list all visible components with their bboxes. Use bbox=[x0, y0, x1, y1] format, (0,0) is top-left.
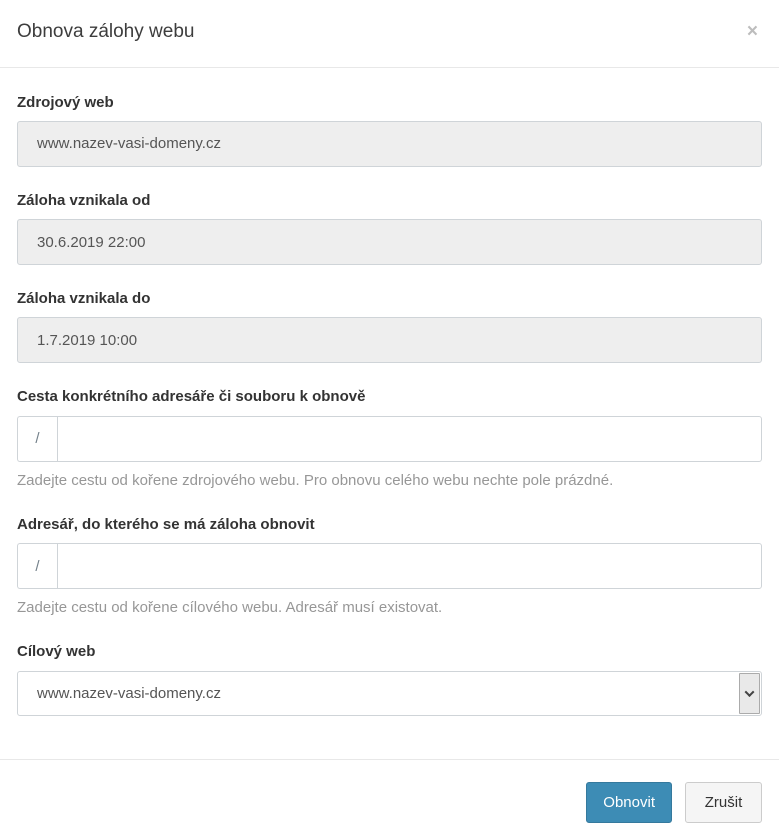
target-dir-field[interactable] bbox=[57, 543, 762, 589]
source-web-label: Zdrojový web bbox=[17, 93, 114, 111]
modal-title: Obnova zálohy webu bbox=[17, 21, 195, 42]
target-dir-group bbox=[17, 516, 762, 619]
target-dir-label: Adresář, do kterého se má záloha obnovit bbox=[17, 515, 315, 533]
backup-from-group bbox=[17, 192, 762, 265]
backup-from-label: Záloha vznikala od bbox=[17, 191, 151, 209]
restore-path-group bbox=[17, 388, 762, 491]
restore-path-field[interactable] bbox=[57, 416, 762, 462]
target-dir-input-group bbox=[17, 543, 762, 589]
backup-from-field bbox=[17, 219, 762, 265]
slash-prefix: / bbox=[17, 543, 57, 589]
modal-body bbox=[0, 68, 779, 716]
cancel-button[interactable]: Zrušit bbox=[685, 782, 762, 823]
source-web-field bbox=[17, 121, 762, 167]
close-icon[interactable]: × bbox=[743, 20, 762, 43]
target-web-group bbox=[17, 643, 762, 715]
modal-footer bbox=[0, 759, 779, 837]
slash-prefix: / bbox=[17, 416, 57, 462]
target-web-select-wrap bbox=[17, 671, 762, 716]
backup-to-group bbox=[17, 290, 762, 363]
modal-header bbox=[0, 0, 779, 68]
restore-path-help: Zadejte cestu od kořene zdrojového webu. Pro obnovu celého webu nechte pole prázdné. bbox=[17, 471, 614, 489]
target-web-select[interactable] bbox=[17, 671, 762, 716]
restore-path-input-group bbox=[17, 416, 762, 462]
target-dir-help: Zadejte cestu od kořene cílového webu. Adresář musí existovat. bbox=[17, 599, 443, 617]
backup-to-field bbox=[17, 317, 762, 363]
restore-button[interactable]: Obnovit bbox=[586, 782, 672, 823]
backup-to-label: Záloha vznikala do bbox=[17, 290, 151, 308]
target-web-label: Cílový web bbox=[17, 643, 96, 661]
restore-path-label: Cesta konkrétního adresáře či souboru k obnově bbox=[17, 388, 366, 406]
source-web-group bbox=[17, 94, 762, 167]
